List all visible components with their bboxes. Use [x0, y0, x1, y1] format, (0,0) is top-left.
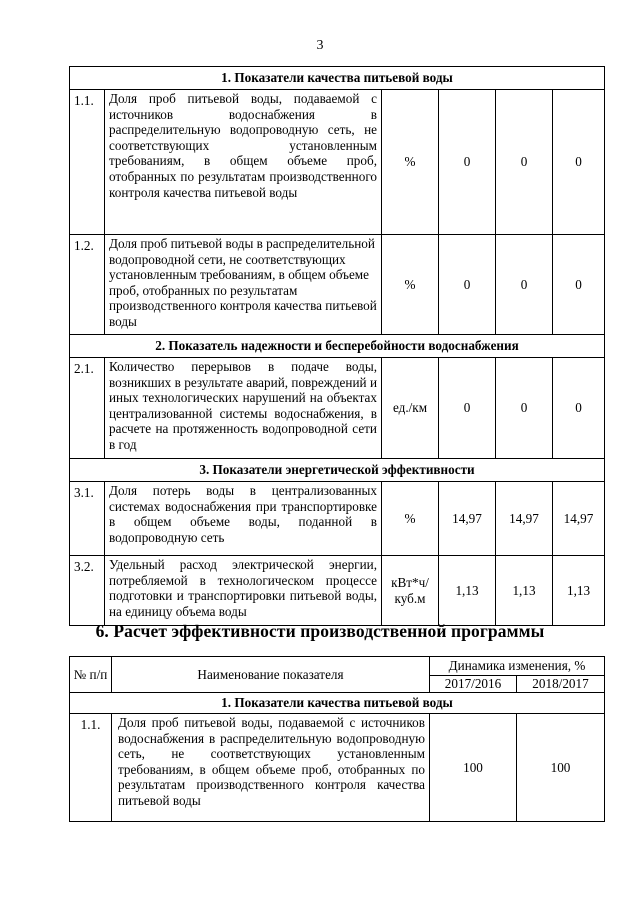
row-number: 1.1. [70, 90, 105, 235]
row-description: Доля проб питьевой воды, подаваемой с источников водоснабжения в распределительную водопроводную сеть, не соответствующих установленным требованиям, в общем объеме проб, отобранных по результатам производственного контроля качества питьевой воды [105, 90, 382, 235]
table-row [70, 482, 605, 556]
section-quality [70, 67, 605, 90]
page-number: 3 [316, 38, 324, 53]
efficiency-table [69, 656, 605, 822]
row-description: Доля проб питьевой воды, подаваемой с источников водоснабжения в распределительную водопроводную сеть, не соответствующих установленным требованиям, в общем объеме проб, отобранных по результатам производственного контроля качества питьевой воды [112, 714, 430, 822]
row-value: 1,13 [496, 556, 553, 626]
section-title: 1. Показатели качества питьевой воды [70, 67, 605, 90]
table-row [70, 556, 605, 626]
row-number: 1.1. [70, 714, 112, 822]
row-number: 3.1. [70, 482, 105, 556]
row-value: 1,13 [439, 556, 496, 626]
header-num: № п/п [70, 657, 112, 693]
row-description: Удельный расход электрической энергии, потребляемой в технологическом процессе подготовки и транспортировки питьевой воды, на единицу объема воды [105, 556, 382, 626]
header-dynamics: Динамика изменения, % [430, 657, 605, 676]
row-value: 0 [553, 358, 605, 459]
row-unit: ед./км [382, 358, 439, 459]
row-unit: % [382, 90, 439, 235]
header-name: Наименование показателя [112, 657, 430, 693]
row-value: 0 [439, 90, 496, 235]
row-description: Количество перерывов в подаче воды, возникших в результате аварий, повреждений и иных технологических нарушений на объектах централизованной системы водоснабжения, в расчете на протяженность водопроводной сети в год [105, 358, 382, 459]
row-value: 0 [496, 235, 553, 335]
header-period: 2018/2017 [517, 676, 605, 693]
section-quality [70, 693, 605, 714]
section-energy [70, 459, 605, 482]
row-unit: % [382, 235, 439, 335]
row-description: Доля проб питьевой воды в распределительной водопроводной сети, не соответствующих установленным требованиям, в общем объеме проб, отобранных по результатам производственного контроля качества питьевой воды [105, 235, 382, 335]
table-row [70, 358, 605, 459]
section-title: 3. Показатели энергетической эффективности [70, 459, 605, 482]
row-value: 0 [496, 358, 553, 459]
row-value: 0 [496, 90, 553, 235]
row-value: 0 [553, 90, 605, 235]
row-value: 0 [439, 235, 496, 335]
row-number: 3.2. [70, 556, 105, 626]
row-unit: кВт*ч/ куб.м [382, 556, 439, 626]
row-description: Доля потерь воды в централизованных системах водоснабжения при транспортировке в общем объеме воды, поданной в водопроводную сеть [105, 482, 382, 556]
indicators-table [69, 66, 605, 626]
row-value: 100 [517, 714, 605, 822]
table-row [70, 714, 605, 822]
section-title: 1. Показатели качества питьевой воды [70, 693, 605, 714]
row-value: 100 [430, 714, 517, 822]
row-value: 14,97 [439, 482, 496, 556]
section-title: 2. Показатель надежности и бесперебойности водоснабжения [70, 335, 605, 358]
section-reliability [70, 335, 605, 358]
row-number: 1.2. [70, 235, 105, 335]
row-value: 14,97 [553, 482, 605, 556]
row-value: 1,13 [553, 556, 605, 626]
header-period: 2017/2016 [430, 676, 517, 693]
row-value: 14,97 [496, 482, 553, 556]
row-number: 2.1. [70, 358, 105, 459]
row-value: 0 [439, 358, 496, 459]
table-row [70, 90, 605, 235]
header-row [70, 657, 605, 676]
table-row [70, 235, 605, 335]
row-value: 0 [553, 235, 605, 335]
section-heading: 6. Расчет эффективности производственной программы [95, 621, 545, 641]
row-unit: % [382, 482, 439, 556]
